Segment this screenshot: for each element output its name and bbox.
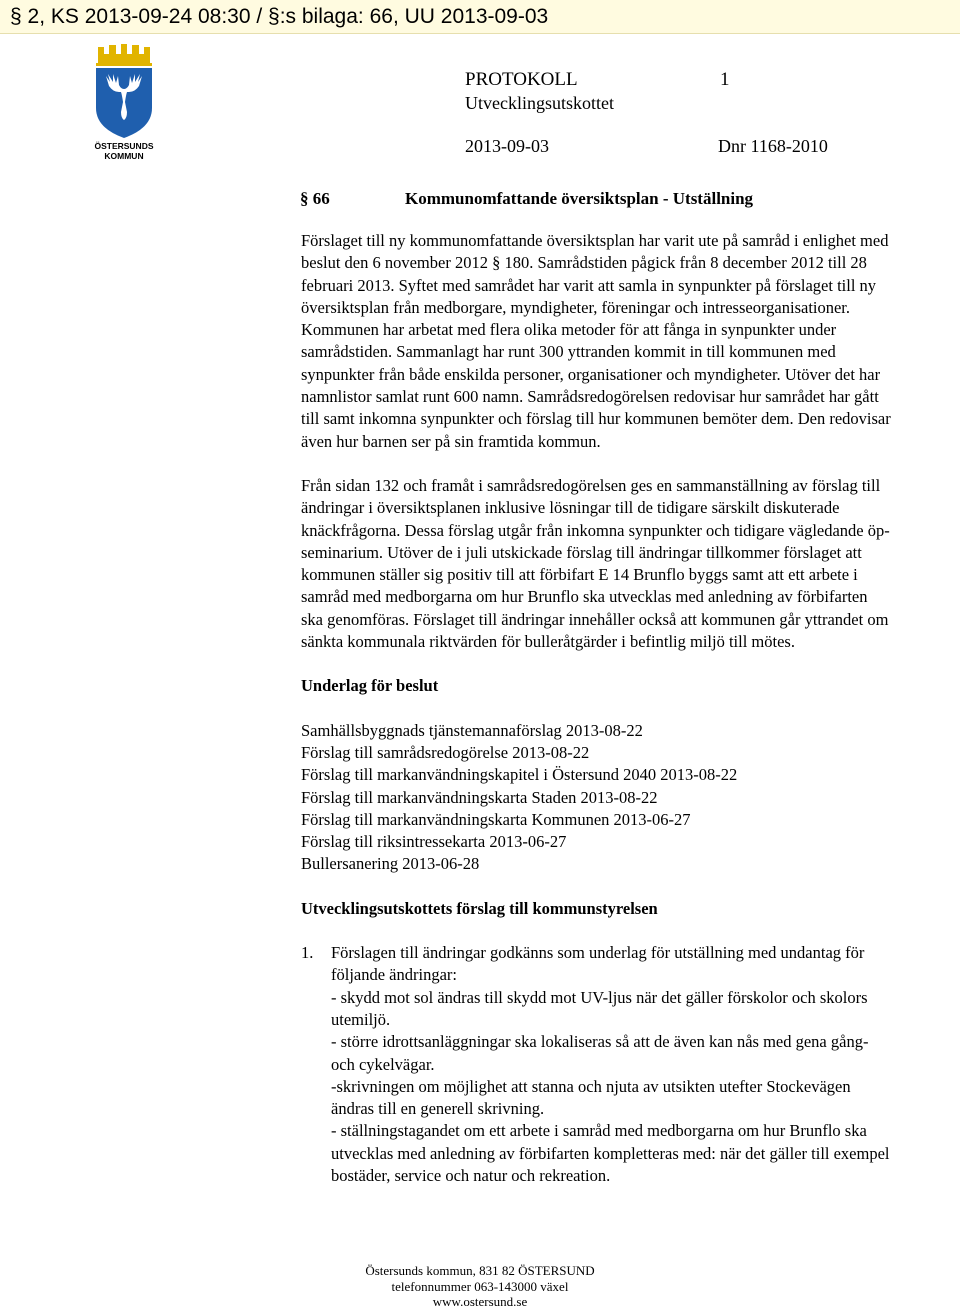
document-title: PROTOKOLL <box>465 69 578 90</box>
footer-phone: telefonnummer 063-143000 växel <box>391 1278 569 1294</box>
paragraph-background: Förslaget till ny kommunomfattande översiktsplan har varit ute på samråd i enlighet med beslut den 6 november 2012 § 180. Samrådstiden pågick från 8 december 2012 till 28 februari 2013. Syftet med samrådet har varit att samla in synpunkter på förslaget till ny översiktsplan från medborgare, myndigheter, föreningar och intresseorganisationer. Kommunen har arbetat med flera olika metoder för att fånga in synpunkter under samrådstiden. Sammanlagt har runt 300 yttranden kommit in till kommunen med synpunkter från både enskilda personer, organisationer och myndigheter. Utöver det har namnlistor samlat runt 600 namn. Samrådsredogörelsen redovisar hur samrådet har gått till samt inkomna synpunkter och förslag till hur kommunen bemöter dem. Den redovisar även hur barnen ser på sin framtida kommun. <box>301 231 891 451</box>
basis-heading: Underlag för beslut <box>301 676 439 696</box>
page-footer <box>0 1263 960 1310</box>
proposal-heading: Utvecklingsutskottets förslag till kommunstyrelsen <box>301 898 658 918</box>
breadcrumb-text: § 2, KS 2013-09-24 08:30 / §:s bilaga: 66, UU 2013-09-03 <box>10 5 549 28</box>
committee-name: Utvecklingsutskottet <box>465 93 614 113</box>
proposal-intro: Förslagen till ändringar godkänns som underlag för utställning med undantag för följande ändringar: <box>331 943 865 985</box>
proposal-change: - skydd mot sol ändras till skydd mot UV-ljus när det gäller förskolor och skolors utemiljö. <box>331 987 868 1029</box>
crown-icon <box>96 44 152 66</box>
list-item: Bullersanering 2013-06-28 <box>301 854 480 874</box>
proposal-change: -skrivningen om möjlighet att stanna och njuta av utsikten utefter Stockevägen ändras till en generell skrivning. <box>331 1076 851 1119</box>
section-number: § 66 <box>300 189 330 208</box>
list-item: Förslag till samrådsredogörelse 2013-08-22 <box>301 742 590 762</box>
page-number: 1 <box>720 69 730 90</box>
proposal-change: - större idrottsanläggningar ska lokaliseras så att de även kan nås med gena gång- och cykelvägar. <box>331 1032 869 1074</box>
logo-text-line1: ÖSTERSUNDS <box>94 141 154 151</box>
list-item: Samhällsbyggnads tjänstemannaförslag 2013-08-22 <box>301 720 643 740</box>
paragraph-changes: Från sidan 132 och framåt i samrådsredogörelsen ges en sammanställning av förslag till ändringar i översiktsplanen inklusive lösningar till de tidigare särskilt diskuterade knäckfrågorna. Dessa förslag utgår från inkomna synpunkter och tidigare vägledande öp-seminarium. Utöver de i juli utskickade förslag till ändringar tillkommer förslaget att kommunen ställer sig positiv till att förbifart E 14 Brunflo byggs samt att ett arbete i samråd med medborgarna om hur Brunflo ska utvecklas med anledning av förbifarten ska genomföras. Förslaget till ändringar innehåller också att kommunen går yttrandet om sänkta kommunala riktvärden för bulleråtgärder i befintlig miljö till mötes. <box>301 475 890 652</box>
proposal-item <box>301 942 893 1187</box>
proposal-change: - ställningstagandet om ett arbete i samråd med medborgarna om hur Brunflo ska utvecklas med anledning av förbifarten kompletteras med: när det gäller till exempel bostäder, service och natur och rekreation. <box>331 1121 890 1185</box>
list-item: Förslag till markanvändningskapitel i Östersund 2040 2013-08-22 <box>301 765 738 785</box>
list-marker: 1. <box>301 943 314 963</box>
meeting-date: 2013-09-03 <box>465 136 549 156</box>
basis-document-list <box>301 720 893 876</box>
list-item: Förslag till riksintressekarta 2013-06-27 <box>301 832 567 852</box>
section-title: Kommunomfattande översiktsplan - Utställning <box>405 189 754 208</box>
registration-number: Dnr 1168-2010 <box>718 136 828 156</box>
list-item: Förslag till markanvändningskarta Staden 2013-08-22 <box>301 787 658 807</box>
proposal-list <box>301 942 893 1187</box>
document-body <box>301 230 893 1187</box>
footer-website: www.ostersund.se <box>432 1294 528 1309</box>
list-item: Förslag till markanvändningskarta Kommunen 2013-06-27 <box>301 809 691 829</box>
logo-text-line2: KOMMUN <box>104 151 144 161</box>
footer-address: Östersunds kommun, 831 82 ÖSTERSUND <box>365 1263 595 1278</box>
document-breadcrumb-bar <box>0 0 960 34</box>
ostersund-coat-of-arms-logo <box>92 44 156 162</box>
